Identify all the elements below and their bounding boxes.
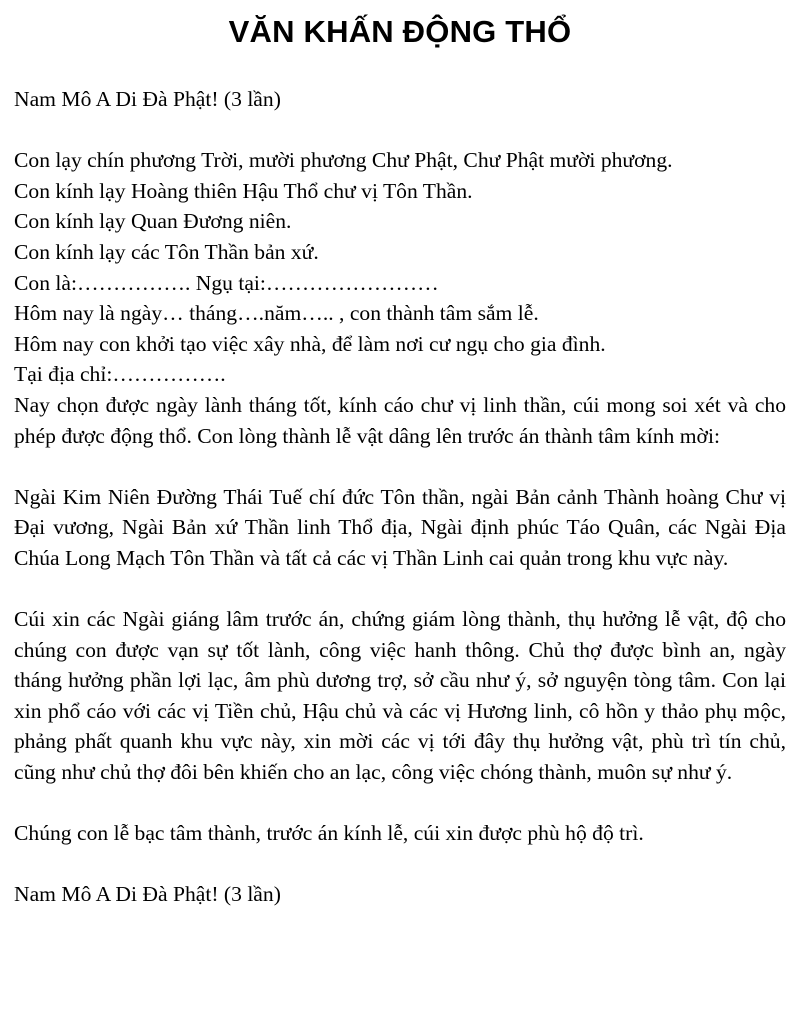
intro-line: Tại địa chỉ:……………. xyxy=(14,362,226,387)
intro-line: Con là:……………. Ngụ tại:…………………… xyxy=(14,270,439,295)
spacer xyxy=(14,849,786,880)
paragraph-invitation: Ngài Kim Niên Đường Thái Tuế chí đức Tôn thần, ngài Bản cảnh Thành hoàng Chư vị Đại vương, Ngài Bản xứ Thần linh Thổ địa, Ngài định phúc Táo Quân, các Ngài Địa Chúa Long Mạch Tôn Thần và tất cả các vị Thần Linh cai quản trong khu vực này. xyxy=(14,484,786,570)
intro-line: Con kính lạy Quan Đương niên. xyxy=(14,209,292,234)
closing-invocation: Nam Mô A Di Đà Phật! (3 lần) xyxy=(14,882,281,907)
paragraph-request: Nay chọn được ngày lành tháng tốt, kính cáo chư vị linh thần, cúi mong soi xét và cho phép được động thổ. Con lòng thành lễ vật dâng lên trước án thành tâm kính mời: xyxy=(14,392,786,448)
intro-line: Con kính lạy các Tôn Thần bản xứ. xyxy=(14,239,319,264)
spacer xyxy=(14,115,786,146)
paragraph-blessing: Cúi xin các Ngài giáng lâm trước án, chứng giám lòng thành, thụ hưởng lễ vật, độ cho chúng con được vạn sự tốt lành, công việc hanh thông. Chủ thợ được bình an, ngày tháng hưởng phần lợi lạc, âm phù dương trợ, sở cầu như ý, sở nguyện tòng tâm. Con lại xin phổ cáo với các vị Tiền chủ, Hậu chủ và các vị Hương linh, cô hồn y thảo phụ mộc, phảng phất quanh khu vực này, xin mời các vị tới đây thụ hưởng vật, phù trì tín chủ, cũng như chủ thợ đôi bên khiến cho an lạc, công việc chóng thành, muôn sự như ý. xyxy=(14,607,786,785)
intro-line: Con lạy chín phương Trời, mười phương Chư Phật, Chư Phật mười phương. xyxy=(14,148,673,173)
spacer xyxy=(14,788,786,819)
intro-line: Con kính lạy Hoàng thiên Hậu Thổ chư vị Tôn Thần. xyxy=(14,178,473,203)
document-title: VĂN KHẤN ĐỘNG THỔ xyxy=(228,14,572,49)
paragraph-offering: Chúng con lễ bạc tâm thành, trước án kính lễ, cúi xin được phù hộ độ trì. xyxy=(14,821,644,846)
intro-block xyxy=(14,145,786,390)
spacer xyxy=(14,451,786,482)
intro-line: Hôm nay là ngày… tháng….năm….. , con thành tâm sắm lễ. xyxy=(14,301,539,326)
intro-line: Hôm nay con khởi tạo việc xây nhà, để làm nơi cư ngụ cho gia đình. xyxy=(14,331,606,356)
spacer xyxy=(14,574,786,605)
opening-invocation: Nam Mô A Di Đà Phật! (3 lần) xyxy=(14,87,281,111)
